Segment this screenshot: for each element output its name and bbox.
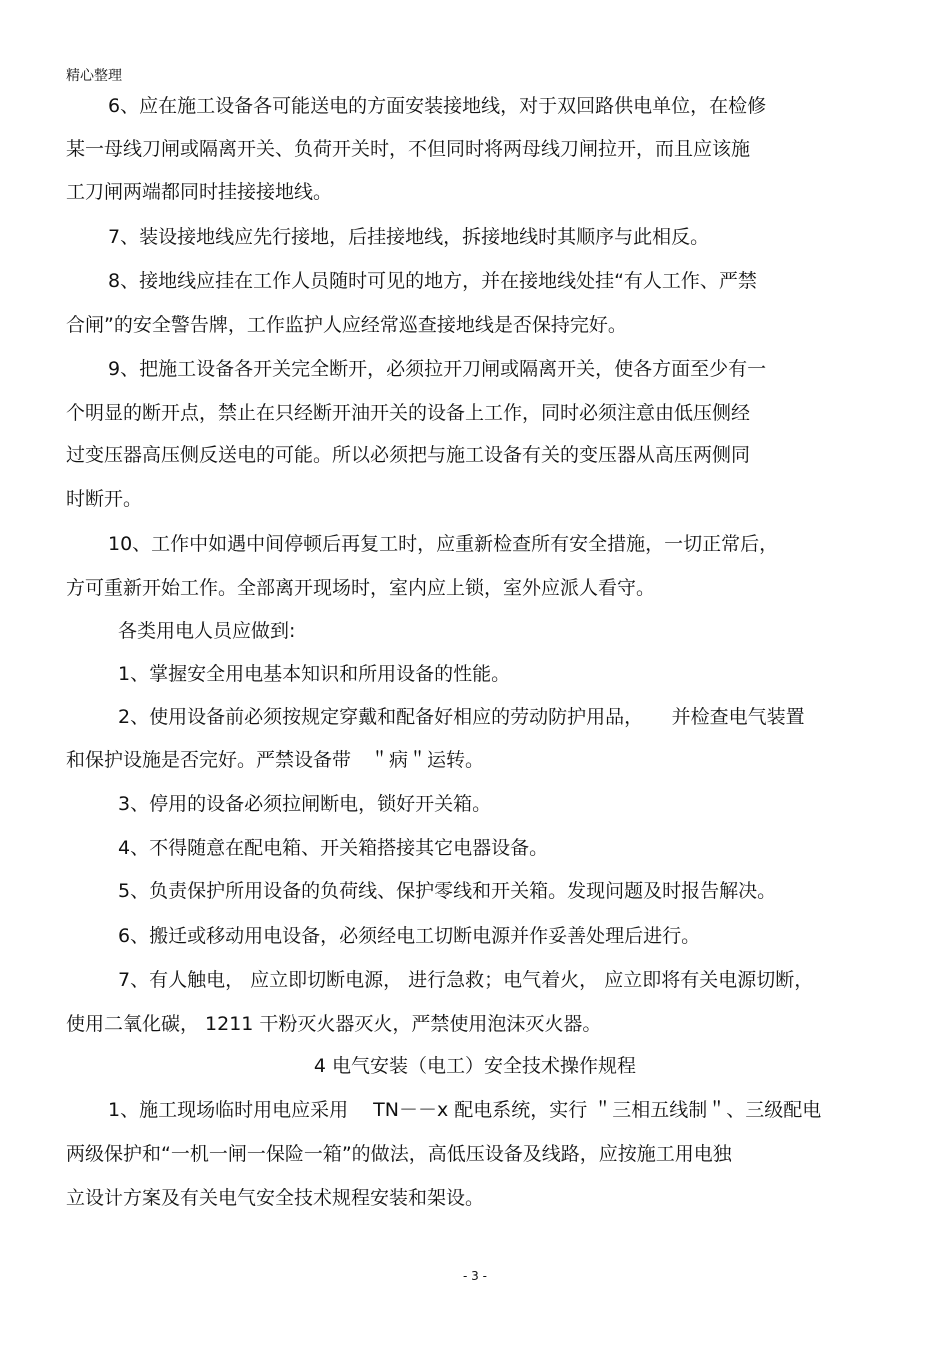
text-line: 工刀闸两端都同时挂接接地线。 — [66, 181, 333, 203]
text-line: 立设计方案及有关电气安全技术规程安装和架设。 — [66, 1187, 485, 1209]
text-line: 4、不得随意在配电箱、开关箱搭接其它电器设备。 — [118, 837, 549, 859]
text-line: 两级保护和“一机一闸一保险一箱”的做法，高低压设备及线路，应按施工用电独 — [66, 1143, 732, 1165]
text-line: 1、施工现场临时用电应采用 TN－－x 配电系统，实行 ＂三相五线制＂、三级配电 — [108, 1099, 822, 1121]
text-line: 方可重新开始工作。全部离开现场时，室内应上锁，室外应派人看守。 — [66, 577, 656, 599]
text-line: 和保护设施是否完好。严禁设备带 ＂病＂运转。 — [66, 749, 485, 771]
section-heading: 4 电气安装（电工）安全技术操作规程 — [313, 1055, 637, 1077]
text-line: 1、掌握安全用电基本知识和所用设备的性能。 — [118, 663, 511, 685]
text-line: 7、有人触电， 应立即切断电源， 进行急救；电气着火， 应立即将有关电源切断， — [118, 969, 814, 991]
text-line: 7、装设接地线应先行接地，后挂接地线，拆接地线时其顺序与此相反。 — [108, 226, 710, 248]
text-line: 5、负责保护所用设备的负荷线、保护零线和开关箱。发现问题及时报告解决。 — [118, 880, 777, 902]
text-line: 某一母线刀闸或隔离开关、负荷开关时，不但同时将两母线刀闸拉开，而且应该施 — [66, 138, 751, 160]
text-line: 使用二氧化碳， 1211 干粉灭火器灭火，严禁使用泡沫灭火器。 — [66, 1013, 602, 1035]
text-line: 过变压器高压侧反送电的可能。所以必须把与施工设备有关的变压器从高压两侧同 — [66, 444, 751, 466]
text-line: 9、把施工设备各开关完全断开，必须拉开刀闸或隔离开关，使各方面至少有一 — [108, 358, 767, 380]
text-line: 6、搬迁或移动用电设备，必须经电工切断电源并作妥善处理后进行。 — [118, 925, 701, 947]
section-intro: 各类用电人员应做到: — [118, 620, 296, 642]
text-line: 3、停用的设备必须拉闸断电，锁好开关箱。 — [118, 793, 492, 815]
text-line: 个明显的断开点，禁止在只经断开油开关的设备上工作，同时必须注意由低压侧经 — [66, 402, 751, 424]
text-line: 合闸”的安全警告牌，工作监护人应经常巡查接地线是否保持完好。 — [66, 314, 627, 336]
page-header: 精心整理 — [66, 68, 122, 84]
page-number: - 3 - — [463, 1269, 487, 1283]
text-line: 8、接地线应挂在工作人员随时可见的地方，并在接地线处挂“有人工作、严禁 — [108, 270, 757, 292]
text-line: 时断开。 — [66, 488, 143, 510]
text-line: 10、工作中如遇中间停顿后再复工时，应重新检查所有安全措施，一切正常后， — [108, 533, 779, 555]
text-line: 2、使用设备前必须按规定穿戴和配备好相应的劳动防护用品， 并检查电气装置 — [118, 706, 805, 728]
text-line: 6、应在施工设备各可能送电的方面安装接地线，对于双回路供电单位，在检修 — [108, 95, 767, 117]
